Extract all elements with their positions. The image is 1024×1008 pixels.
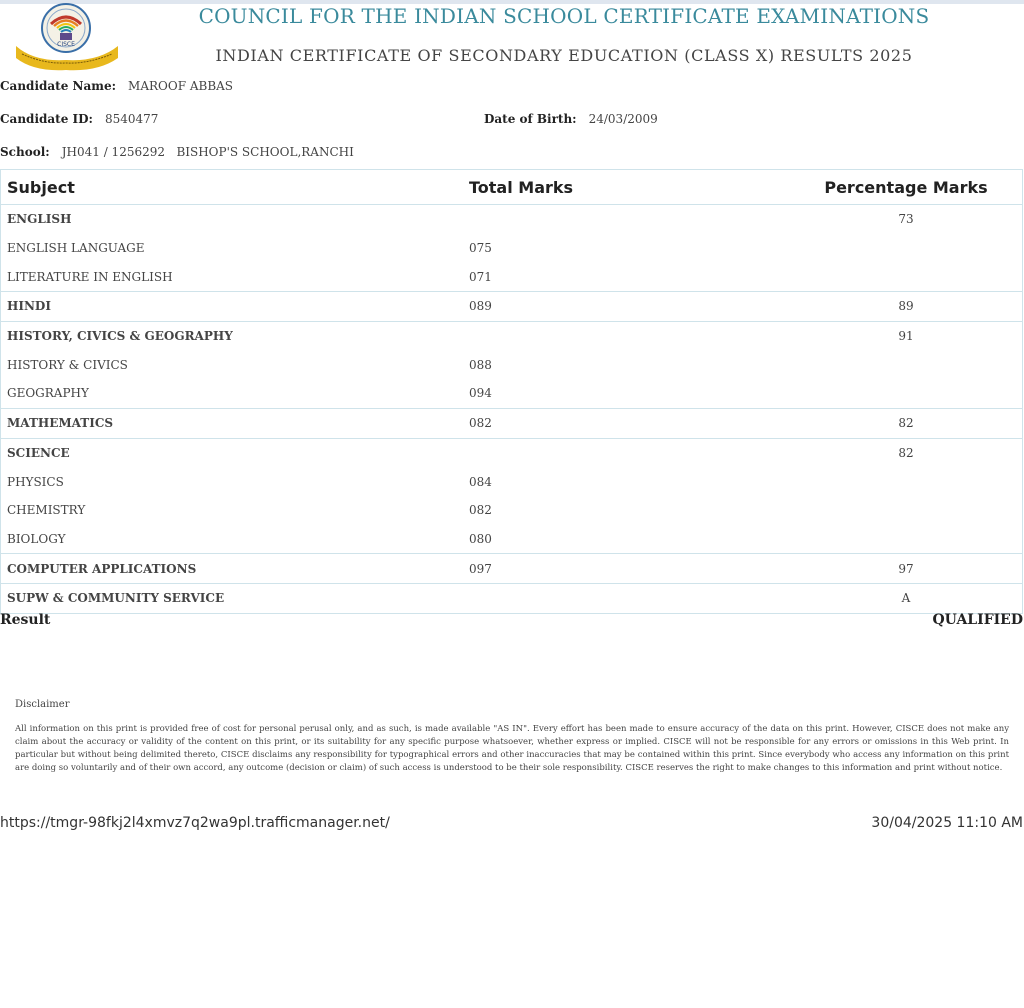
result-value: QUALIFIED [932,612,1023,628]
subject-cell: BIOLOGY [1,525,464,554]
subject-cell: SUPW & COMMUNITY SERVICE [1,583,464,613]
exam-title: INDIAN CERTIFICATE OF SECONDARY EDUCATION (CLASS X) RESULTS 2025 [215,46,913,65]
subject-row [1,408,1023,438]
total-marks-cell: 080 [469,531,492,546]
table-header-row [1,170,1023,205]
total-marks-cell: 089 [463,292,790,322]
percentage-cell: 97 [790,554,1023,584]
total-marks-cell: 088 [469,357,492,372]
total-marks-cell [463,438,790,467]
header-total-marks: Total Marks [463,170,790,205]
subject-cell: HISTORY, CIVICS & GEOGRAPHY [1,321,464,350]
subject-cell: SCIENCE [1,438,464,467]
subsubject-row [1,262,1023,291]
disclaimer-title: Disclaimer [15,699,70,710]
subject-row [1,321,1023,350]
percentage-cell [790,262,1023,291]
candidate-name-label: Candidate Name: [0,79,117,93]
total-marks-cell: 082 [469,503,492,518]
percentage-cell [790,350,1023,379]
subject-row [1,205,1023,234]
candidate-name-value: MAROOF ABBAS [128,79,234,93]
marks-table [0,169,1023,614]
subsubject-row [1,350,1023,379]
percentage-cell: 91 [790,321,1023,350]
subsubject-row [1,467,1023,496]
candidate-id-value: 8540477 [104,112,159,126]
disclaimer-text: All information on this print is provided free of cost for personal perusal only, and as such, is made available "AS IN". Every effort has been made to ensure accuracy of the data on this print. However, CISCE does not make any claim about the accuracy or validity of the content on this print, or its suitability for any specific purpose whatsoever, whether express or implied. CISCE will not be responsible for any errors or omissions in this Web print. In particular but without being delimited thereto, CISCE disclaims any responsibility for typographical errors and other inaccuracies that may be contained within this print. Since everybody who access any information on this print are doing so voluntarily and of their own accord, any outcome (decision or claim) of such access is understood to be their sole responsibility. CISCE reserves the right to make changes to this information and print without notice. [15,724,1009,773]
total-marks-cell [463,205,790,234]
subject-row [1,554,1023,584]
percentage-cell: 73 [790,205,1023,234]
percentage-cell [790,496,1023,525]
percentage-cell [790,467,1023,496]
org-title: COUNCIL FOR THE INDIAN SCHOOL CERTIFICATE EXAMINATIONS [198,4,930,28]
total-marks-cell: 084 [469,474,492,489]
total-marks-cell [463,321,790,350]
subject-cell: MATHEMATICS [1,408,464,438]
subsubject-row [1,234,1023,263]
percentage-cell [790,525,1023,554]
candidate-id-row [0,112,158,126]
footer-datetime: 30/04/2025 11:10 AM [871,815,1023,831]
subject-row [1,583,1023,613]
subject-cell: LITERATURE IN ENGLISH [1,262,464,291]
subject-cell: HINDI [1,292,464,322]
logo-text: CISCE [57,41,75,48]
header-percentage-marks: Percentage Marks [790,170,1023,205]
total-marks-cell: 071 [469,269,492,284]
school-row [0,145,354,159]
header-subject: Subject [1,170,464,205]
total-marks-cell: 075 [469,241,492,256]
total-marks-cell: 094 [469,386,492,401]
percentage-cell [790,234,1023,263]
percentage-cell [790,379,1023,408]
subject-cell: PHYSICS [1,467,464,496]
percentage-cell: A [790,583,1023,613]
subject-cell: ENGLISH [1,205,464,234]
percentage-cell: 89 [790,292,1023,322]
school-label: School: [0,145,50,159]
subject-cell: HISTORY & CIVICS [1,350,464,379]
subject-row [1,292,1023,322]
percentage-cell: 82 [790,408,1023,438]
subsubject-row [1,496,1023,525]
subject-cell: ENGLISH LANGUAGE [1,234,464,263]
dob-row [484,112,658,126]
dob-label: Date of Birth: [484,112,577,126]
subsubject-row [1,379,1023,408]
candidate-id-label: Candidate ID: [0,112,93,126]
total-marks-cell [463,583,790,613]
subject-row [1,438,1023,467]
subject-cell: COMPUTER APPLICATIONS [1,554,464,584]
school-value: JH041 / 1256292 BISHOP'S SCHOOL,RANCHI [61,145,354,159]
percentage-cell: 82 [790,438,1023,467]
subject-cell: CHEMISTRY [1,496,464,525]
subject-cell: GEOGRAPHY [1,379,464,408]
total-marks-cell: 097 [463,554,790,584]
subsubject-row [1,525,1023,554]
dob-value: 24/03/2009 [588,112,658,126]
footer-url[interactable]: https://tmgr-98fkj2l4xmvz7q2wa9pl.trafficmanager.net/ [0,815,390,831]
result-label: Result [0,612,51,628]
candidate-name-row [0,79,233,93]
total-marks-cell: 082 [463,408,790,438]
